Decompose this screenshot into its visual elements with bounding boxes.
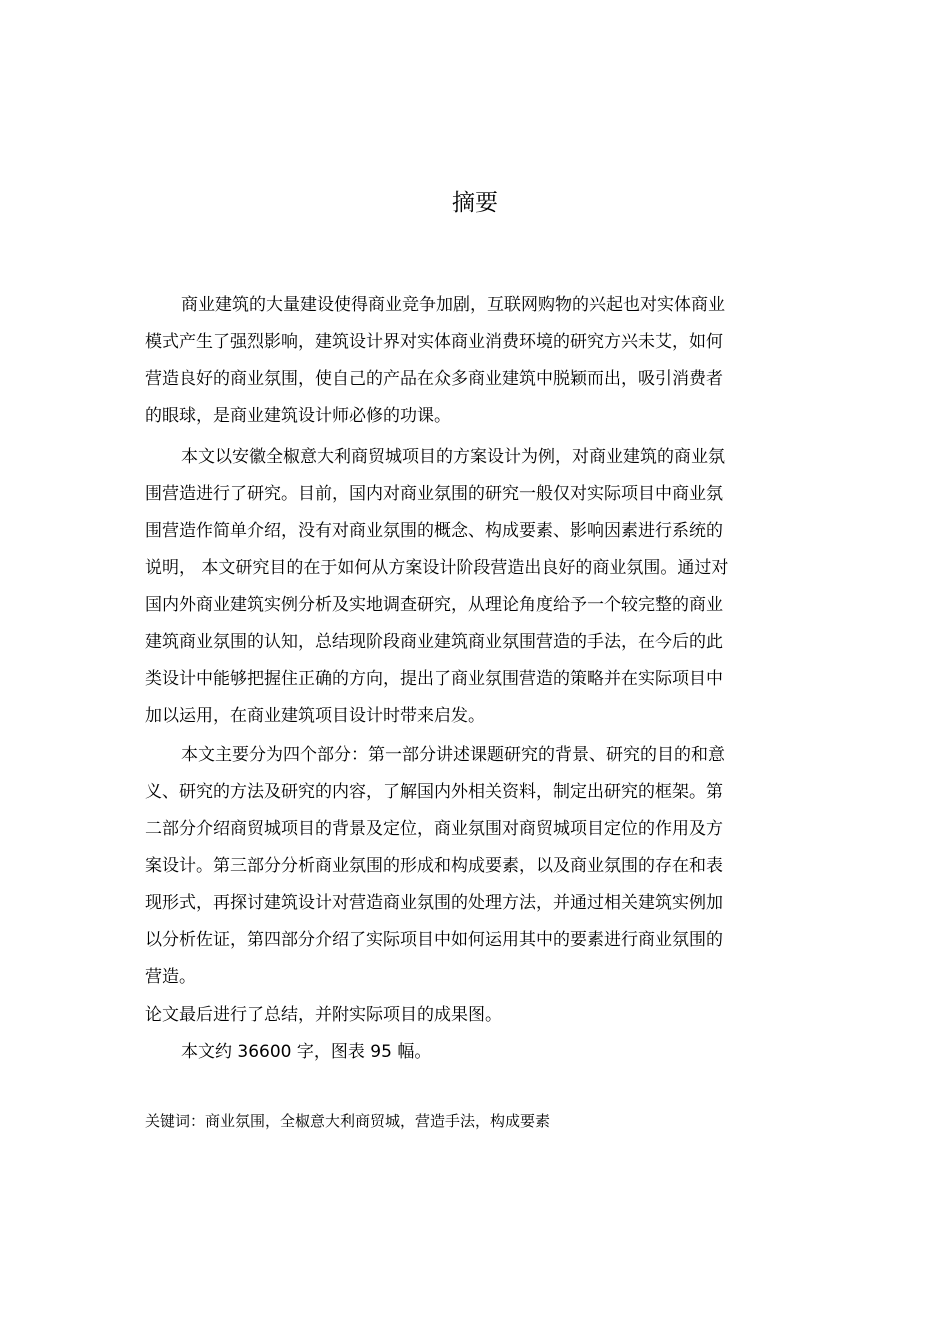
paragraph-2-line-7: 类设计中能够把握住正确的方向，提出了商业氛围营造的策略并在实际项目中 xyxy=(145,669,723,689)
paragraph-1-line-3: 营造良好的商业氛围，使自己的产品在众多商业建筑中脱颖而出，吸引消费者 xyxy=(145,369,723,389)
paragraph-2-line-6: 建筑商业氛围的认知，总结现阶段商业建筑商业氛围营造的手法，在今后的此 xyxy=(145,632,723,652)
paragraph-3-line-3: 二部分介绍商贸城项目的背景及定位，商业氛围对商贸城项目定位的作用及方 xyxy=(145,819,723,839)
paragraph-4-line-1: 论文最后进行了总结，并附实际项目的成果图。 xyxy=(145,1005,502,1025)
paragraph-1-line-1: 商业建筑的大量建设使得商业竞争加剧，互联网购物的兴起也对实体商业 xyxy=(181,295,725,315)
word-count-line: 本文约 36600 字，图表 95 幅。 xyxy=(181,1042,432,1062)
paragraph-2-line-1: 本文以安徽全椒意大利商贸城项目的方案设计为例，对商业建筑的商业氛 xyxy=(181,447,725,467)
paragraph-3-line-6: 以分析佐证，第四部分介绍了实际项目中如何运用其中的要素进行商业氛围的 xyxy=(145,930,723,950)
paragraph-1-line-4: 的眼球，是商业建筑设计师必修的功课。 xyxy=(145,406,451,426)
paragraph-2-line-3: 围营造作简单介绍，没有对商业氛围的概念、构成要素、影响因素进行系统的 xyxy=(145,521,723,541)
paragraph-2-line-8: 加以运用，在商业建筑项目设计时带来启发。 xyxy=(145,706,485,726)
keywords: 关键词：商业氛围，全椒意大利商贸城，营造手法，构成要素 xyxy=(145,1112,551,1130)
paragraph-3-line-2: 义、研究的方法及研究的内容，了解国内外相关资料，制定出研究的框架。第 xyxy=(145,782,723,802)
paragraph-3-line-1: 本文主要分为四个部分：第一部分讲述课题研究的背景、研究的目的和意 xyxy=(181,745,725,765)
paragraph-3-line-7: 营造。 xyxy=(145,967,196,987)
abstract-title: 摘要 xyxy=(452,190,498,216)
paragraph-3-line-5: 现形式，再探讨建筑设计对营造商业氛围的处理方法，并通过相关建筑实例加 xyxy=(145,893,723,913)
paragraph-1-line-2: 模式产生了强烈影响，建筑设计界对实体商业消费环境的研究方兴未艾，如何 xyxy=(145,332,723,352)
paragraph-2-line-2: 围营造进行了研究。目前，国内对商业氛围的研究一般仅对实际项目中商业氛 xyxy=(145,484,723,504)
paragraph-3-line-4: 案设计。第三部分分析商业氛围的形成和构成要素，以及商业氛围的存在和表 xyxy=(145,856,723,876)
paragraph-2-line-5: 国内外商业建筑实例分析及实地调查研究，从理论角度给予一个较完整的商业 xyxy=(145,595,723,615)
paragraph-2-line-4: 说明， 本文研究目的在于如何从方案设计阶段营造出良好的商业氛围。通过对 xyxy=(145,558,729,578)
